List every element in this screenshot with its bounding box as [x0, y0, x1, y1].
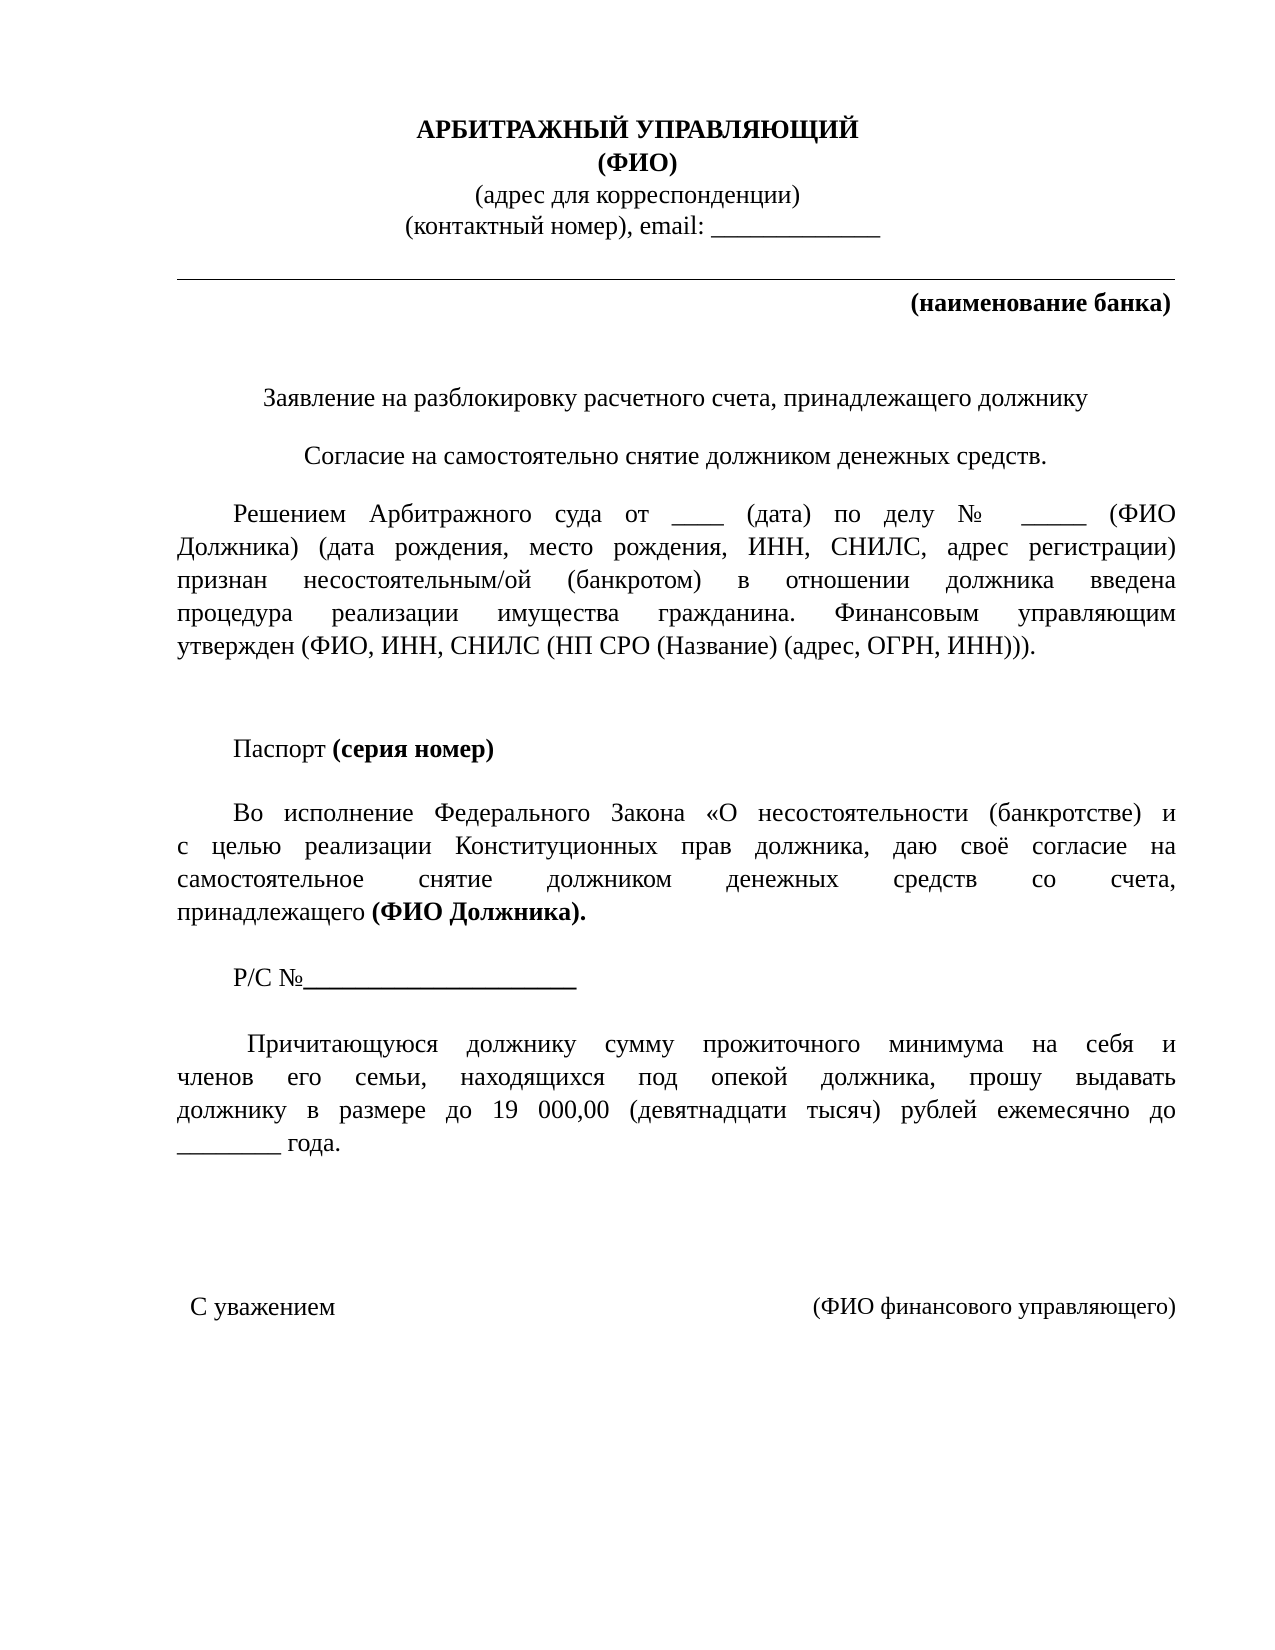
paragraph2-last-line — [177, 897, 586, 927]
header-contact: (контактный номер), email: _____________ — [405, 211, 881, 240]
account-line — [233, 963, 576, 993]
header-divider — [177, 279, 1175, 280]
closing-text: С уважением — [190, 1292, 336, 1321]
passport-value: (серия номер) — [332, 734, 495, 763]
paragraph1-line: признан несостоятельным/ой (банкротом) в отношении должника введена — [177, 565, 1176, 594]
paragraph1-line: Должника) (дата рождения, место рождения, ИНН, СНИЛС, адрес регистрации) — [177, 532, 1176, 561]
paragraph2-last-prefix: принадлежащего — [177, 897, 372, 926]
paragraph3-line: Причитающуюся должнику сумму прожиточного минимума на себя и — [247, 1029, 1176, 1058]
passport-label: Паспорт — [233, 734, 333, 763]
header-title: АРБИТРАЖНЫЙ УПРАВЛЯЮЩИЙ — [416, 115, 859, 144]
paragraph1-line: Решением Арбитражного суда от ____ (дата) по делу № _____ (ФИО — [233, 499, 1176, 528]
paragraph1-line: утвержден (ФИО, ИНН, СНИЛС (НП СРО (Название) (адрес, ОГРН, ИНН))). — [177, 631, 1036, 660]
paragraph2-line: самостоятельное снятие должником денежных средств со счета, — [177, 864, 1176, 893]
account-label: Р/С № — [233, 963, 304, 992]
header-address: (адрес для корреспонденции) — [474, 180, 801, 209]
recipient-bank: (наименование банка) — [910, 288, 1171, 317]
account-number-blank: _____________________ — [303, 963, 577, 992]
subject-consent: Согласие на самостоятельно снятие должником денежных средств. — [303, 441, 1048, 470]
paragraph1-line: процедура реализации имущества гражданина. Финансовым управляющим — [177, 598, 1176, 627]
debtor-name-placeholder: (ФИО Должника). — [371, 897, 587, 926]
signatory-name: (ФИО финансового управляющего) — [812, 1294, 1176, 1320]
subject-title: Заявление на разблокировку расчетного счета, принадлежащего должнику — [262, 383, 1089, 412]
paragraph2-line: Во исполнение Федерального Закона «О несостоятельности (банкротстве) и — [233, 798, 1176, 827]
header-fio: (ФИО) — [597, 148, 678, 177]
paragraph3-line: ________ года. — [177, 1128, 342, 1157]
paragraph3-line: членов его семьи, находящихся под опекой должника, прошу выдавать — [177, 1062, 1176, 1091]
paragraph3-line: должнику в размере до 19 000,00 (девятнадцати тысяч) рублей ежемесячно до — [177, 1095, 1176, 1124]
paragraph2-line: с целью реализации Конституционных прав должника, даю своё согласие на — [177, 831, 1176, 860]
passport-line — [233, 734, 494, 764]
